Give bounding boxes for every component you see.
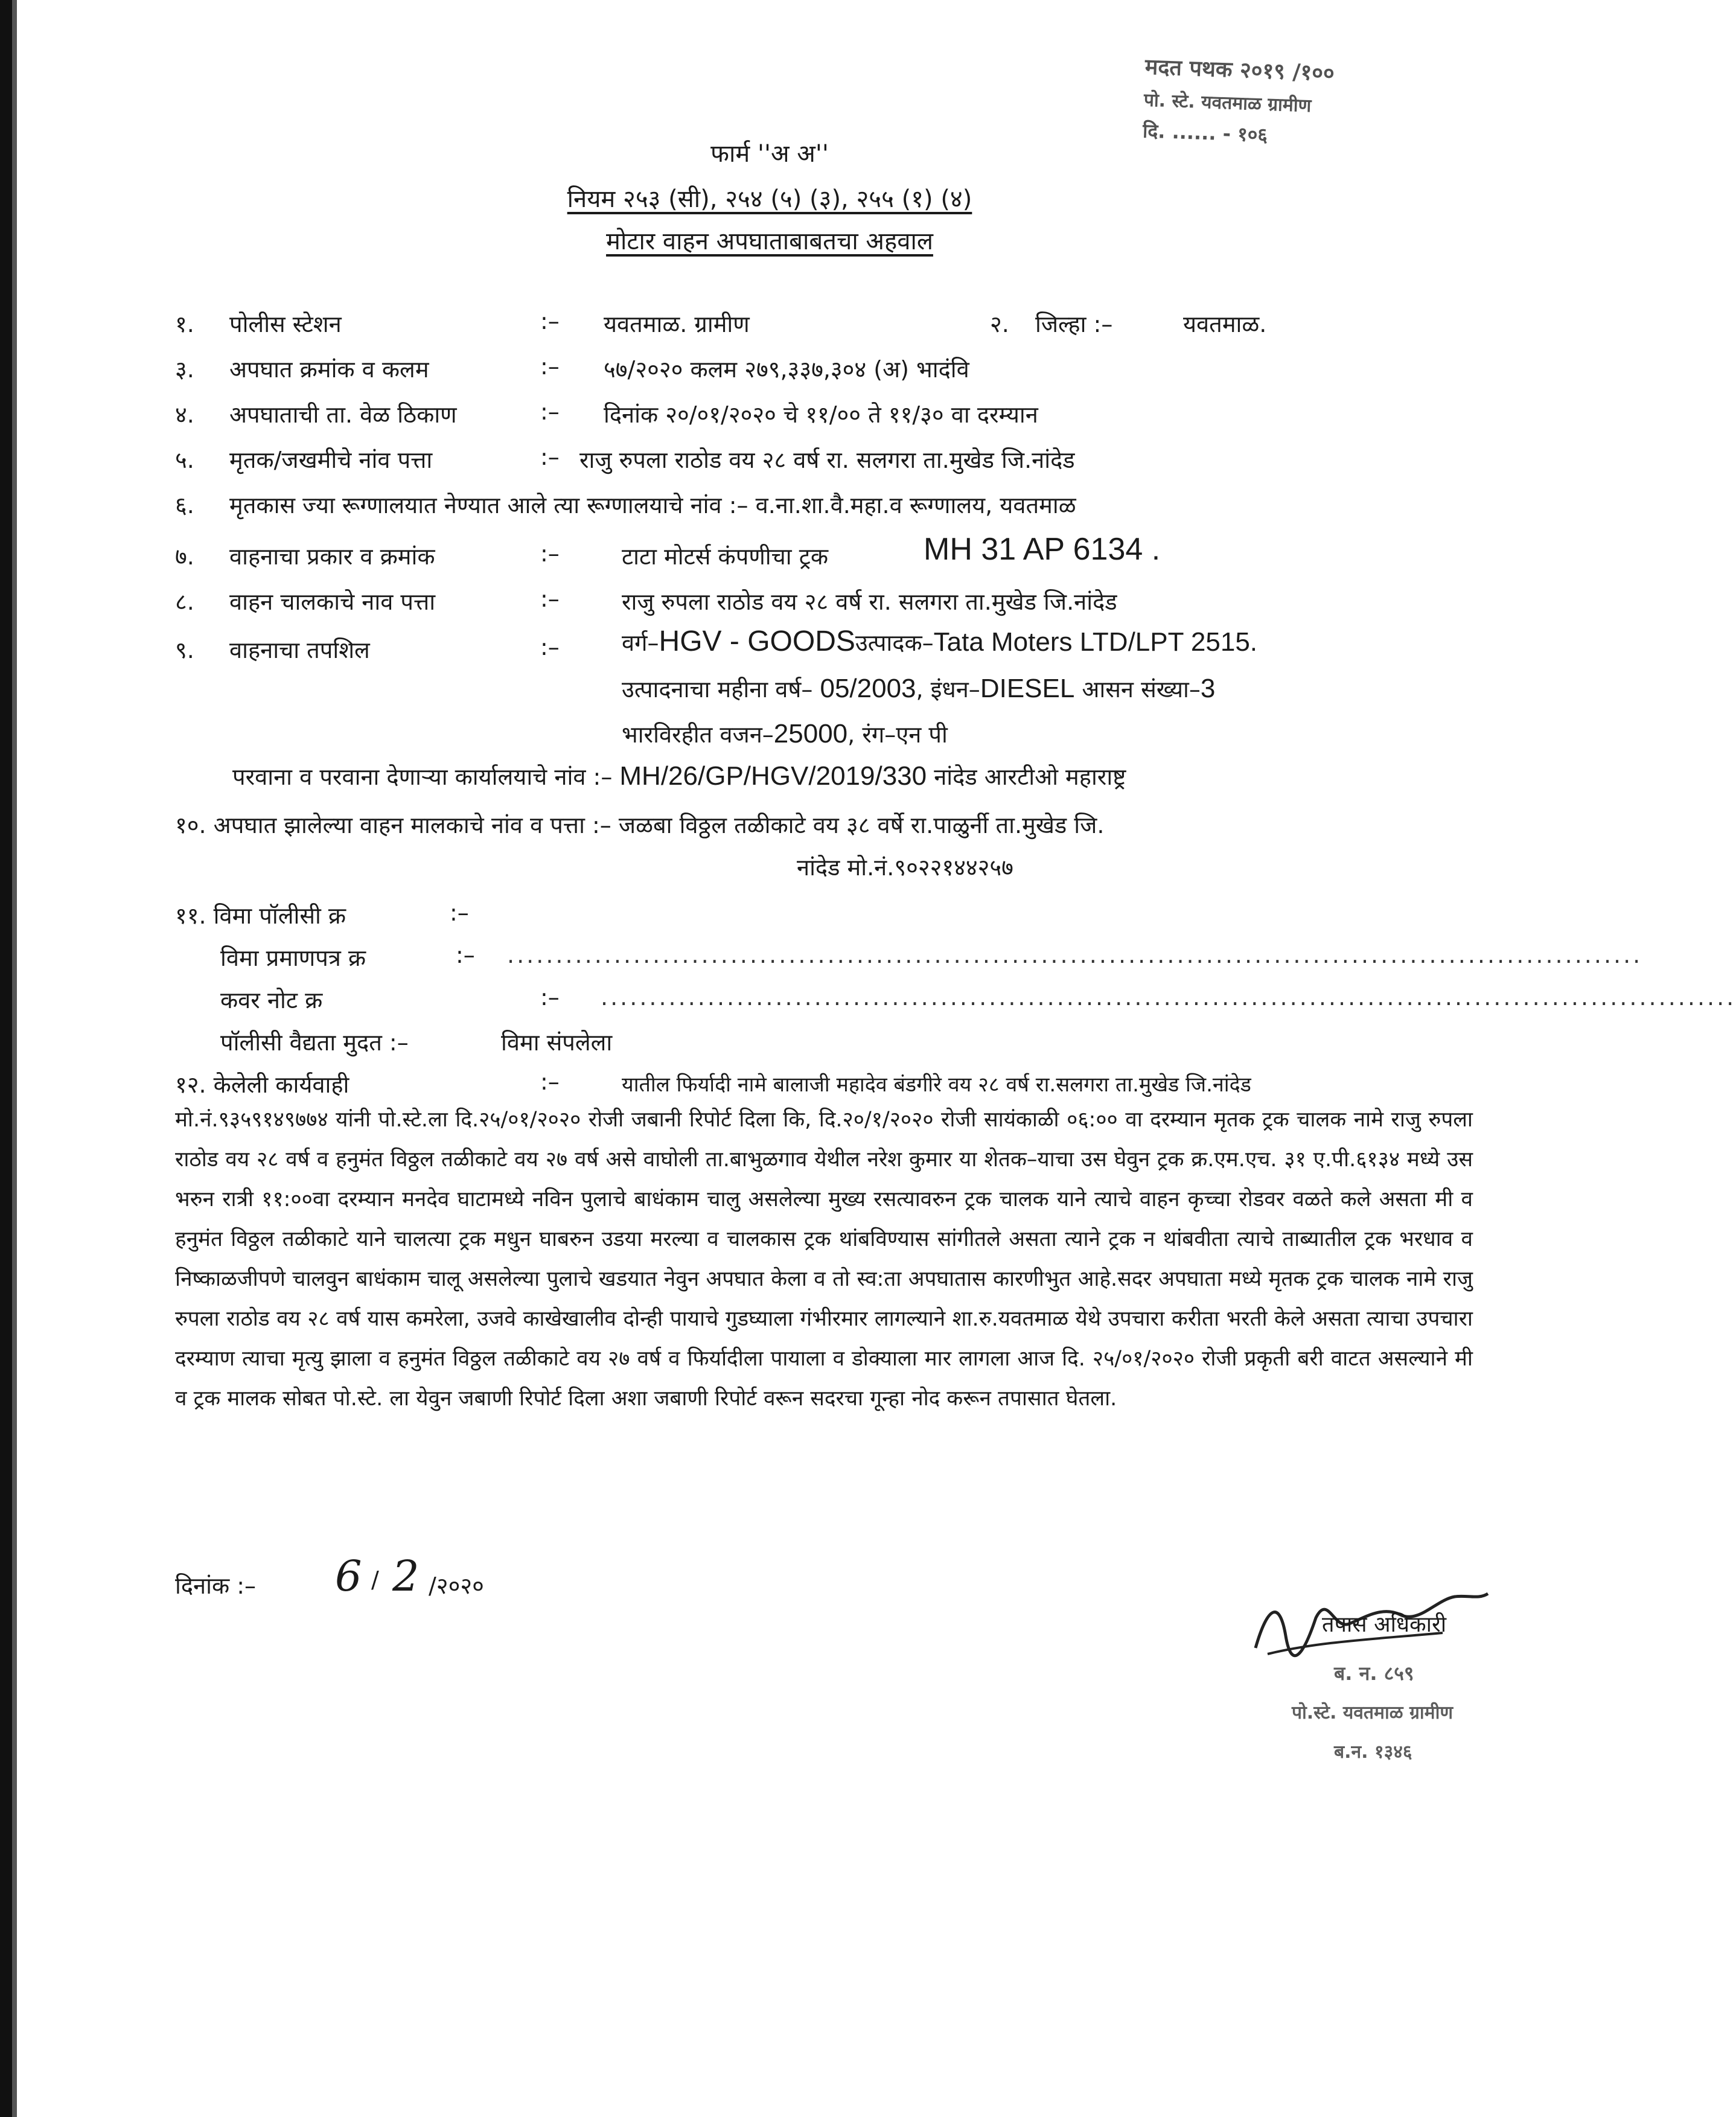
item-4-value: दिनांक २०/०१/२०२० चे ११/०० ते ११/३० वा दरम्यान bbox=[604, 401, 1038, 428]
vehicle-details-line-3 bbox=[622, 718, 948, 750]
officer-title: तपास अधिकारी bbox=[1322, 1612, 1447, 1637]
item-1-sep: :– bbox=[540, 308, 560, 334]
item-12-sep: :– bbox=[540, 1068, 560, 1095]
item-2-num: २. bbox=[990, 311, 1009, 337]
insurance-certificate-dots: ..................................................................................................................... bbox=[507, 942, 1643, 968]
mfg-month-year: 05/2003 bbox=[820, 674, 916, 703]
item-12-first-line: यातील फिर्यादी नामे बालाजी महादेव बंडगीरे वय २८ वर्ष रा.सलगरा ता.मुखेड जि.नांदेड bbox=[622, 1073, 1251, 1097]
unladen-weight-label: भारविरहीत वजन– bbox=[622, 721, 774, 748]
date-label: दिनांक :– bbox=[175, 1573, 257, 1599]
item-7-num: ७. bbox=[175, 543, 194, 570]
stamp-line-3: दि. ...... - १०६ bbox=[1142, 119, 1268, 147]
policy-validity-value: विमा संपलेला bbox=[501, 1029, 613, 1056]
item-8-sep: :– bbox=[540, 586, 560, 612]
item-6-text: मृतकास ज्या रूग्णालयात नेण्यात आले त्या रूग्णालयाचे नांव :– व.ना.शा.वै.महा.व रूग्णालय, यवतमाळ bbox=[229, 492, 1076, 519]
fuel-type: DIESEL bbox=[980, 674, 1075, 703]
item-10-text: १०. अपघात झालेल्या वाहन मालकाचे नांव व पत्ता :– जळबा विठ्ठल तळीकाटे वय ३८ वर्षे रा.पाळुर्नी ता.मुखेड जि. bbox=[175, 812, 1105, 838]
maker-label: उत्पादक– bbox=[855, 630, 934, 656]
vehicle-details-line-1 bbox=[622, 625, 1257, 658]
item-4-label: अपघाताची ता. वेळ ठिकाण bbox=[229, 401, 457, 428]
officer-signature bbox=[1243, 1582, 1497, 1811]
insurance-certificate-sep: :– bbox=[456, 942, 475, 968]
form-name: फार्म ''अ अ'' bbox=[710, 140, 829, 168]
policy-validity-label: पॉलीसी वैद्यता मुदत :– bbox=[220, 1029, 409, 1056]
item-5-num: ५. bbox=[175, 447, 194, 473]
officer-station: पो.स्टे. यवतमाळ ग्रामीण bbox=[1292, 1702, 1454, 1723]
cover-note-label: कवर नोट क्र bbox=[220, 987, 323, 1014]
item-5-label: मृतक/जखमीचे नांव पत्ता bbox=[229, 447, 433, 473]
item-3-sep: :– bbox=[540, 353, 560, 380]
licence-code: MH/26/GP/HGV/2019/330 bbox=[619, 761, 927, 791]
vehicle-registration: MH 31 AP 6134 . bbox=[924, 532, 1161, 567]
item-5-value: राजु रुपला राठोड वय २८ वर्ष रा. सलगरा ता.मुखेड जि.नांदेड bbox=[579, 447, 1075, 473]
date-month: 2 bbox=[392, 1551, 420, 1601]
date-year: /२०२० bbox=[429, 1573, 484, 1599]
item-6-num: ६. bbox=[175, 492, 194, 519]
fuel-label: , इंधन– bbox=[916, 676, 980, 703]
officer-buckle-number: ब.न. १३४६ bbox=[1334, 1742, 1412, 1763]
insurance-certificate-label: विमा प्रमाणपत्र क्र bbox=[220, 945, 366, 971]
item-4-num: ४. bbox=[175, 401, 194, 428]
page-title: मोटार वाहन अपघाताबाबतचा अहवाल bbox=[606, 228, 933, 255]
seating-capacity: 3 bbox=[1200, 674, 1216, 703]
item-11-label: ११. विमा पॉलीसी क्र bbox=[175, 902, 346, 929]
stamp-line-1: मदत पथक २०१९ /१०० bbox=[1144, 54, 1335, 86]
vehicle-maker: Tata Moters LTD/LPT 2515. bbox=[933, 627, 1258, 657]
stamp-line-2: पो. स्टे. यवतमाळ ग्रामीण bbox=[1143, 89, 1312, 117]
item-3-num: ३. bbox=[175, 356, 194, 383]
date-slash-1: / bbox=[371, 1566, 379, 1593]
item-2-label: जिल्हा :– bbox=[1035, 311, 1113, 337]
item-2-value: यवतमाळ. bbox=[1183, 311, 1267, 337]
cover-note-dots: ..................................................................................................................... bbox=[601, 984, 1736, 1011]
item-1-num: १. bbox=[175, 311, 194, 337]
vehicle-class: HGV - GOODS bbox=[659, 625, 855, 657]
item-3-value: ५७/२०२० कलम २७९,३३७,३०४ (अ) भादंवि bbox=[604, 356, 969, 383]
item-8-num: ८. bbox=[175, 589, 194, 615]
officer-badge: ब. न. ८५९ bbox=[1334, 1662, 1414, 1685]
item-8-value: राजु रुपला राठोड वय २८ वर्ष रा. सलगरा ता.मुखेड जि.नांदेड bbox=[622, 589, 1117, 615]
mfg-label: उत्पादनाचा महीना वर्ष– bbox=[622, 676, 820, 703]
item-4-sep: :– bbox=[540, 398, 560, 425]
item-12-label: १२. केलेली कार्यवाही bbox=[175, 1071, 349, 1098]
rule-reference: नियम २५३ (सी), २५४ (५) (३), २५५ (१) (४) bbox=[567, 185, 972, 213]
item-7-value: टाटा मोटर्स कंपणीचा ट्रक bbox=[622, 543, 829, 570]
item-7-sep: :– bbox=[540, 540, 560, 567]
item-7-label: वाहनाचा प्रकार व क्रमांक bbox=[229, 543, 435, 570]
unladen-weight: 25000 bbox=[773, 719, 848, 749]
item-9-label: वाहनाचा तपशिल bbox=[229, 637, 370, 663]
item-3-label: अपघात क्रमांक व कलम bbox=[229, 356, 429, 383]
vehicle-details-line-2 bbox=[622, 673, 1215, 704]
item-1-value: यवतमाळ. ग्रामीण bbox=[604, 311, 750, 337]
scan-border-shadow bbox=[12, 0, 17, 2117]
class-label: वर्ग– bbox=[622, 630, 659, 656]
item-12-body: मो.नं.९३५९१४९७७४ यांनी पो.स्टे.ला दि.२५/०१/२०२० रोजी जबानी रिपोर्ट दिला कि, दि.२०/१/२०२० रोजी सायंकाळी ०६:०० वा दरम्यान मृतक ट्रक चालक नामे राजु रुपला राठोड वय २८ वर्ष व हनुमंत विठ्ठल तळीकाटे वय २७ वर्ष असे वाघोली ता.बाभुळगाव येथील नरेश कुमार या शेतक–याचा उस घेवुन ट्रक क्र.एम.एच. ३१ ए.पी.६१३४ मध्ये उस भरुन रात्री ११:००वा दरम्यान मनदेव घाटामध्ये नविन पुलाचे बाधंकाम चालु असलेल्या मुख्य रसत्यावरुन ट्रक चालक याने त्याचे वाहन कृच्चा रोडवर वळते कले असता मी व हनुमंत विठ्ठल तळीकाटे याने चालत्या ट्रक मधुन घाबरुन उडया मरल्या व चालकास ट्रक थांबविण्यास सांगीतले असता त्याने ट्रक न थांबवीता त्याचे ताब्यातील ट्रक भरधाव व निष्काळजीपणे चालवुन बाधंकाम चालू असलेल्या पुलाचे खडयात नेवुन अपघात केला व तो स्व:ता अपघातास कारणीभुत आहे.सदर अपघाता मध्ये मृतक ट्रक चालक नामे राजु रुपला राठोड वय २८ वर्ष यास कमरेला, उजवे काखेखालीव दोन्ही पायाचे गुडघ्याला गंभीरमार लागल्याने शा.रु.यवतमाळ येथे उपचारा करीता भरती केले असता त्याचा उपचारा दरम्याण त्याचा मृत्यु झाला व हनुमंत विठ्ठल तळीकाटे वय २७ वर्ष व फिर्यादीला पायाला व डोक्याला मार लागला आज दि. २५/०१/२०२० रोजी प्रकृती बरी वाटत असल्याने मी व ट्रक मालक सोबत पो.स्टे. ला येवुन जबाणी रिपोर्ट दिला अशा जबाणी रिपोर्ट वरून सदरचा गून्हा नोद करून तपासात घेतला. bbox=[175, 1108, 1473, 1411]
item-8-label: वाहन चालकाचे नाव पत्ता bbox=[229, 589, 436, 615]
licence-office: नांदेड आरटीओ महाराष्ट्र bbox=[927, 764, 1126, 790]
colour-value: , रंग–एन पी bbox=[847, 721, 948, 748]
seating-label: आसन संख्या– bbox=[1074, 676, 1201, 703]
licence-line bbox=[232, 761, 1126, 792]
item-9-sep: :– bbox=[540, 634, 560, 660]
scan-border bbox=[0, 0, 12, 2117]
office-stamp bbox=[1142, 51, 1335, 150]
date-day: 6 bbox=[335, 1551, 362, 1601]
item-10-line-2: नांदेड मो.नं.९०२२१४४२५७ bbox=[797, 854, 1013, 881]
item-9-num: ९. bbox=[175, 637, 194, 663]
licence-label: परवाना व परवाना देणाऱ्या कार्यालयाचे नांव :– bbox=[232, 764, 620, 790]
item-5-sep: :– bbox=[540, 444, 560, 470]
cover-note-sep: :– bbox=[540, 984, 560, 1011]
item-11-sep: :– bbox=[450, 899, 469, 926]
item-1-label: पोलीस स्टेशन bbox=[229, 311, 342, 337]
